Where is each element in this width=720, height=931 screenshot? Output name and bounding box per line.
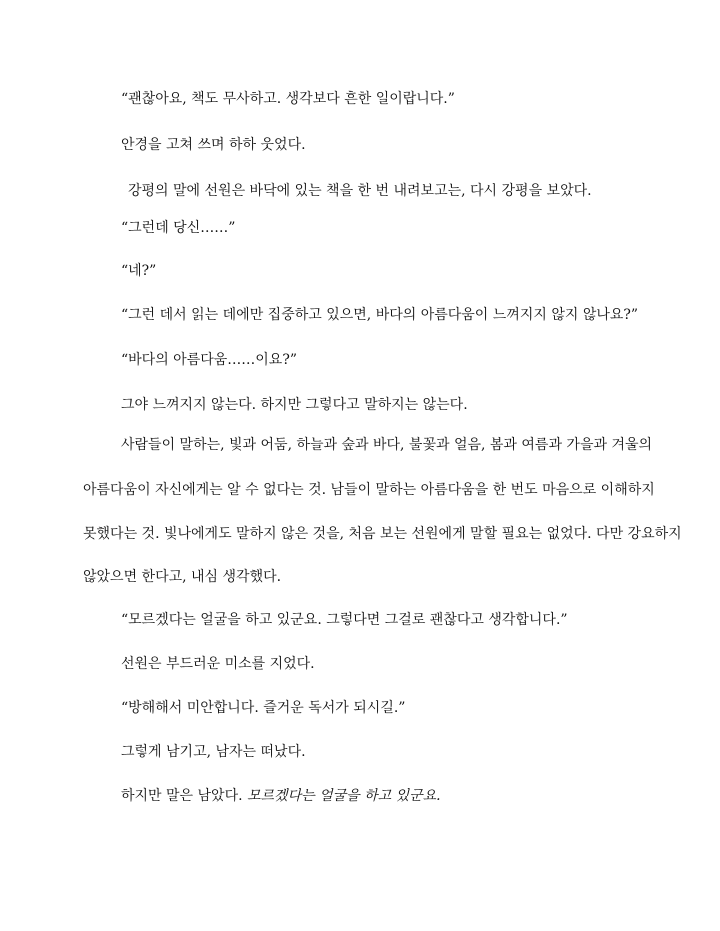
long-paragraph-line-1-wrap <box>121 436 653 454</box>
paragraph-13 <box>121 787 441 805</box>
paragraph-10: 선원은 부드러운 미소를 지었다. <box>121 656 315 672</box>
paragraph-2: 안경을 고쳐 쓰며 하하 웃었다. <box>121 137 306 153</box>
paragraph-7: “바다의 아름다움……이요?” <box>121 352 297 368</box>
paragraph-6: “그런 데서 읽는 데에만 집중하고 있으면, 바다의 아름다움이 느껴지지 않지 않나요?” <box>121 307 639 323</box>
paragraph-8: 그야 느껴지지 않는다. 하지만 그렇다고 말하지는 않는다. <box>121 397 468 413</box>
long-paragraph-line-3-wrap <box>83 525 682 543</box>
paragraph-12: 그렇게 남기고, 남자는 떠났다. <box>121 744 306 760</box>
paragraph-5: “네?” <box>121 263 157 279</box>
long-paragraph-line-1: 사람들이 말하는, 빛과 어둠, 하늘과 숲과 바다, 불꽃과 얼음, 봄과 여름과 가을과 겨울의 <box>121 437 653 453</box>
paragraph-9: “모르겠다는 얼굴을 하고 있군요. 그렇다면 그걸로 괜찮다고 생각합니다.” <box>121 612 568 628</box>
paragraph-3: 강평의 말에 선원은 바닥에 있는 책을 한 번 내려보고는, 다시 강평을 보았다. <box>128 183 592 199</box>
long-paragraph-line-2-wrap <box>83 481 655 499</box>
long-paragraph-line-3: 못했다는 것. 빛나에게도 말하지 않은 것을, 처음 보는 선원에게 말할 필요는 없었다. 다만 강요하지 <box>83 526 682 542</box>
paragraph-1: “괜찮아요, 책도 무사하고. 생각보다 흔한 일이랍니다.” <box>121 91 455 107</box>
paragraph-13-italic: 모르겠다는 얼굴을 하고 있군요. <box>247 788 441 804</box>
paragraph-4: “그런데 당신……” <box>121 220 236 236</box>
paragraph-13-plain: 하지만 말은 남았다. <box>121 788 247 804</box>
paragraph-11: “방해해서 미안합니다. 즐거운 독서가 되시길.” <box>121 700 406 716</box>
long-paragraph-line-4: 않았으면 한다고, 내심 생각했다. <box>83 569 282 585</box>
long-paragraph-line-2: 아름다움이 자신에게는 알 수 없다는 것. 남들이 말하는 아름다움을 한 번도 마음으로 이해하지 <box>83 482 655 498</box>
